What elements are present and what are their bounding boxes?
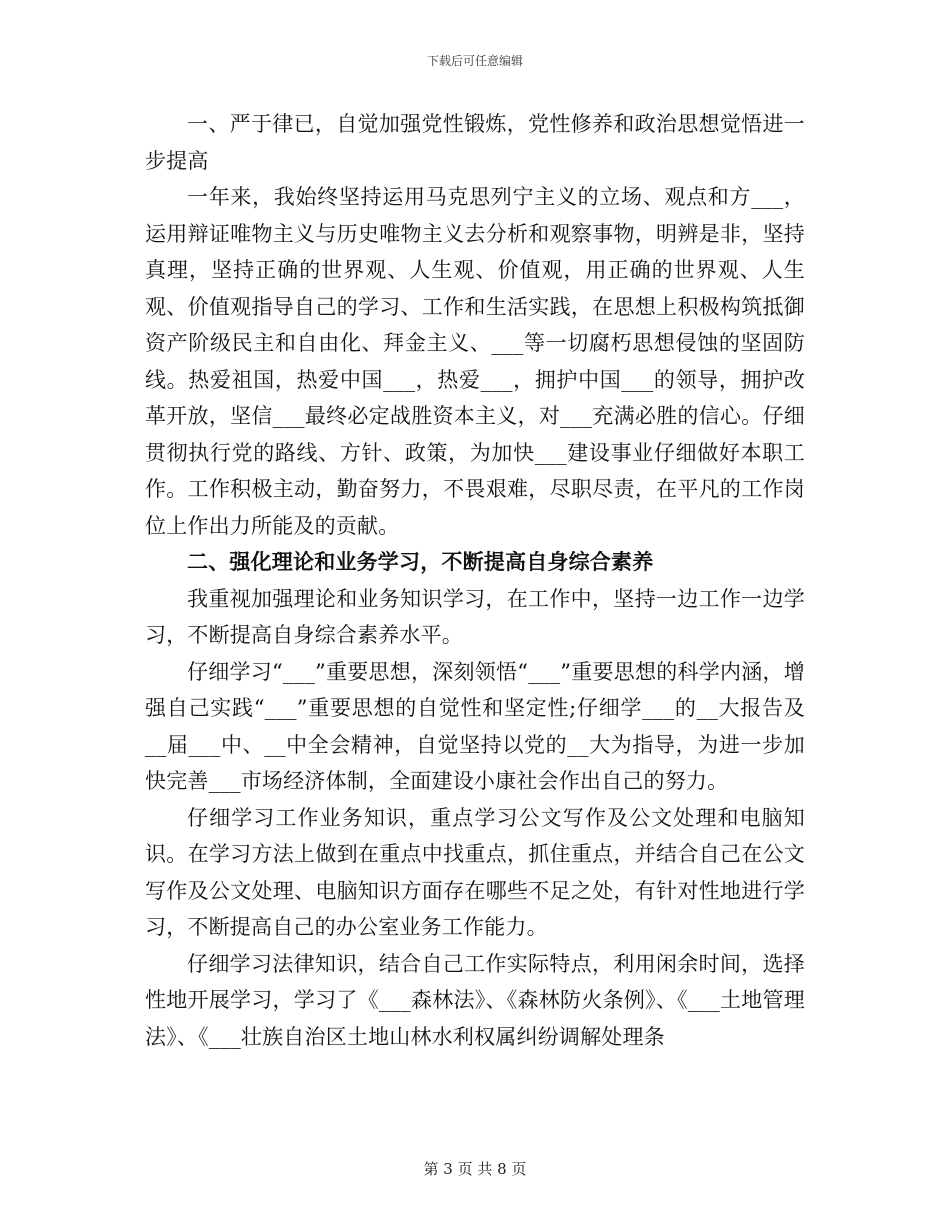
paragraph-4: 我重视加强理论和业务知识学习，在工作中，坚持一边工作一边学习，不断提高自身综合素养水平。	[145, 586, 805, 647]
paragraph-7: 仔细学习法律知识，结合自己工作实际特点，利用闲余时间，选择性地开展学习，学习了《___森林法》、《森林防火条例》、《___土地管理法》、《___壮族自治区土地山林水利权属纠纷调解处理条	[145, 951, 805, 1049]
paragraph-6: 仔细学习工作业务知识，重点学习公文写作及公文处理和电脑知识。在学习方法上做到在重点中找重点，抓住重点，并结合自己在公文写作及公文处理、电脑知识方面存在哪些不足之处，有针对性地进行学习，不断提高自己的办公室业务工作能力。	[145, 805, 805, 939]
page-number: 第 3 页 共 8 页	[423, 1160, 527, 1178]
paragraph-5: 仔细学习“___”重要思想，深刻领悟“___”重要思想的科学内涵，增强自己实践“___”重要思想的自觉性和坚定性;仔细学___的__大报告及__届___中、__中全会精神，自觉坚持以党的__大为指导，为进一步加快完善___市场经济体制，全面建设小康社会作出自己的努力。	[145, 659, 805, 793]
page-header-note: 下载后可任意编辑	[426, 54, 523, 68]
paragraph-2: 一年来，我始终坚持运用马克思列宁主义的立场、观点和方___，运用辩证唯物主义与历史唯物主义去分析和观察事物，明辨是非，坚持真理，坚持正确的世界观、人生观、价值观，用正确的世界观、人生观、价值观指导自己的学习、工作和生活实践，在思想上积极构筑抵御资产阶级民主和自由化、拜金主义、___等一切腐朽思想侵蚀的坚固防线。热爱祖国，热爱中国___，热爱___，拥护中国___的领导，拥护改革开放，坚信___最终必定战胜资本主义，对___充满必胜的信心。仔细贯彻执行党的路线、方针、政策，为加快___建设事业仔细做好本职工作。工作积极主动，勤奋努力，不畏艰难，尽职尽责，在平凡的工作岗位上作出力所能及的贡献。	[145, 185, 805, 538]
document-body	[145, 106, 805, 1055]
paragraph-1: 一、严于律已，自觉加强党性锻炼，党性修养和政治思想觉悟进一步提高	[145, 112, 805, 173]
section-heading-2: 二、强化理论和业务学习，不断提高自身综合素养	[187, 550, 654, 574]
